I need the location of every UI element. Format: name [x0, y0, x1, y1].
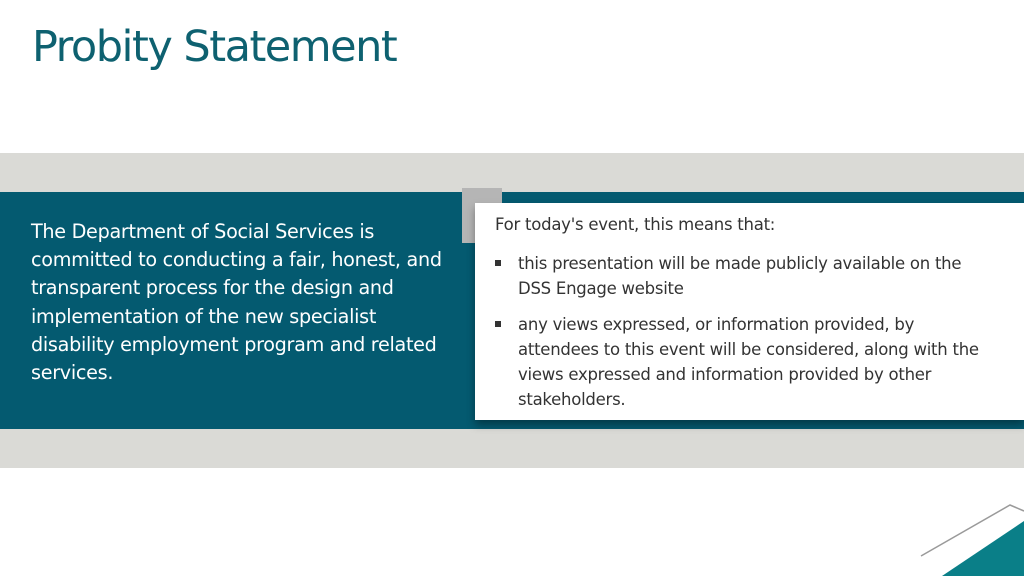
probity-commitment-text: The Department of Social Services is committed to conducting a fair, honest, and transparent process for the design and implementation of the new specialist disability employment program and related services. — [31, 220, 442, 385]
card-intro-text: For today's event, this means that: — [495, 215, 776, 234]
bullet-text: this presentation will be made publicly available on the DSS Engage website — [518, 254, 962, 299]
bullet-text: any views expressed, or information provided, by attendees to this event will be considered, along with the views expressed and information provided by other stakeholders. — [518, 314, 979, 410]
slide-title: Probity Statement — [32, 22, 397, 72]
corner-teal-shape — [942, 521, 1024, 576]
